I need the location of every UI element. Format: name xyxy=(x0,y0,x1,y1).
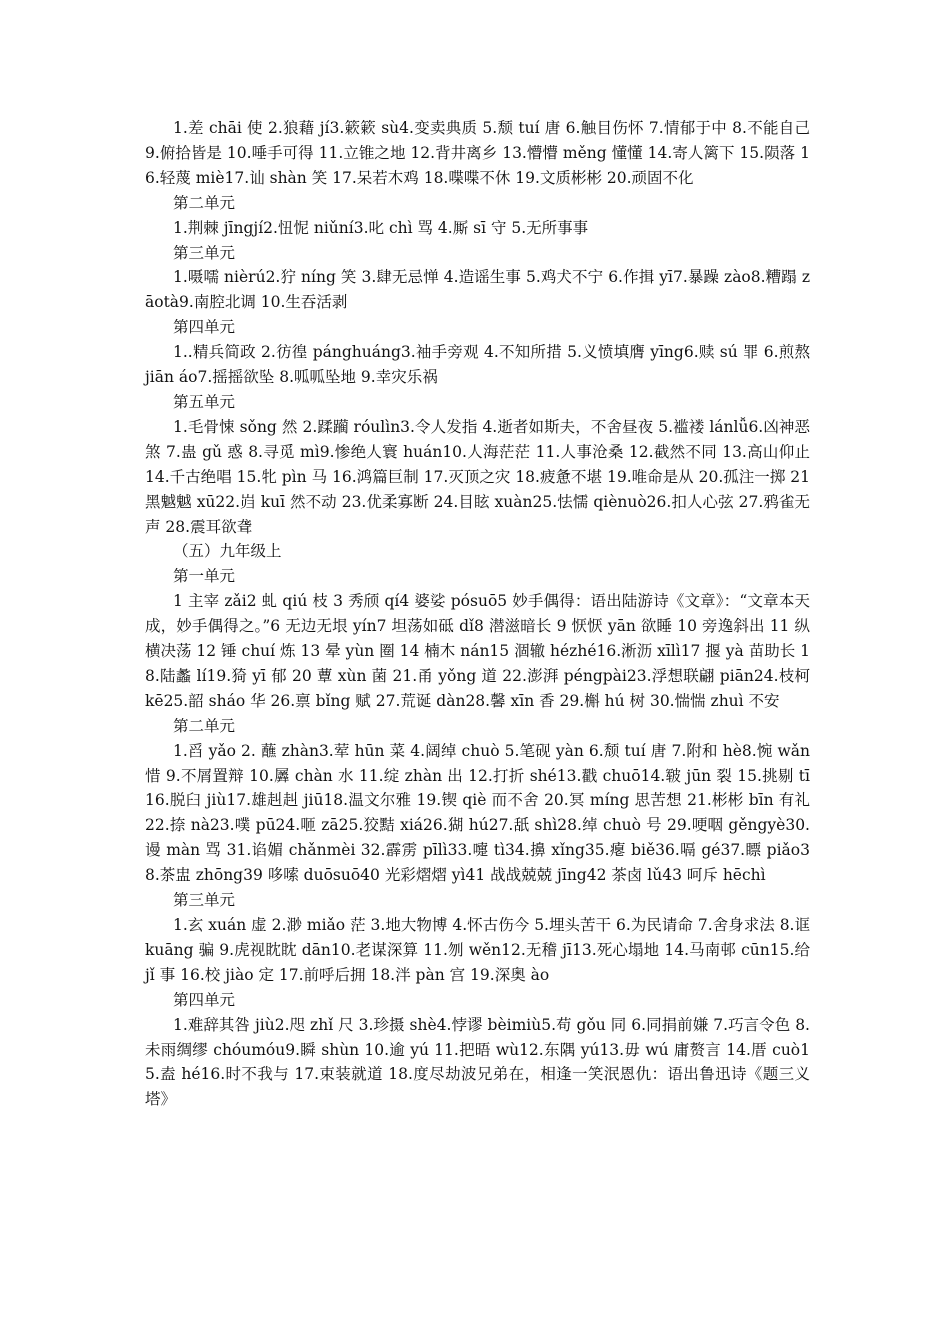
vocab-list-grade9-unit4: 1.难辞其咎 jiù2.咫 zhǐ 尺 3.珍摄 shè4.悖谬 bèimiù5.苟 gǒu 同 6.同捐前嫌 7.巧言令色 8.未雨绸缪 chóumóu9.瞬 shùn 10.逾 yú 11.把晤 wù12.东隅 yú13.毋 wú 庸赘言 14.厝 cuò15.盍 hé16.时不我与 17.束装就道 18.度尽劫波兄弟在，相逢一笑泯恩仇：语出鲁迅诗《题三义塔》 xyxy=(145,1015,810,1109)
vocab-list-unit1: 1.差 chāi 使 2.狼藉 jí3.簌簌 sù4.变卖典质 5.颓 tuí 唐 6.触目伤怀 7.情郁于中 8.不能自己 9.俯拾皆是 10.唾手可得 11.立锥之地 12.背井离乡 13.懵懵 měng 懂懂 14.寄人篱下 15.陨落 16.轻蔑 miè17.讪 shàn 笑 17.呆若木鸡 18.喋喋不休 19.文质彬彬 20.顽固不化 xyxy=(145,119,810,187)
vocab-list-grade9-unit1: 1 主宰 zǎi2 虬 qiú 枝 3 秀颀 qí4 婆娑 pósuō5 妙手偶得：语出陆游诗《文章》：“文章本天成，妙手偶得之。”6 无边无垠 yín7 坦荡如砥 dǐ8 潜滋暗长 9 恹恹 yān 欲睡 10 旁逸斜出 11 纵横决荡 12 锤 chuí 炼 13 晕 yùn 圈 14 楠木 nán15 涸辙 hézhé16.淅沥 xīlì17 揠 yà 苗助长 18.陆蠡 lí19.猗 yī 郁 20 蕈 xùn 菌 21.甬 yǒng 道 22.澎湃 péngpài23.浮想联翩 piān24.枝柯 kē25.韶 sháo 华 26.禀 bǐng 赋 27.荒诞 dàn28.馨 xīn 香 29.槲 hú 树 30.惴惴 zhuì 不安 xyxy=(145,592,810,710)
grade-heading: （五）九年级上 xyxy=(173,542,282,561)
unit-heading: 第四单元 xyxy=(173,318,236,337)
unit-heading: 第四单元 xyxy=(173,990,236,1009)
vocab-list-unit3: 1.嗫嚅 nièrú2.狞 níng 笑 3.肆无忌惮 4.造谣生事 5.鸡犬不宁 6.作揖 yī7.暴躁 zào8.糟蹋 zāotà9.南腔北调 10.生吞活剥 xyxy=(145,268,810,312)
vocab-list-grade9-unit2: 1.舀 yǎo 2. 蘸 zhàn3.荤 hūn 菜 4.阔绰 chuò 5.笔砚 yàn 6.颓 tuí 唐 7.附和 hè8.惋 wǎn 惜 9.不屑置辩 10.羼 chàn 水 11.绽 zhàn 出 12.打折 shé13.戳 chuō14.皲 jūn 裂 15.挑剔 tī16.脱臼 jiù17.雄赳赳 jiū18.温文尔雅 19.锲 qiè 而不舍 20.冥 míng 思苦想 21.彬彬 bīn 有礼 22.捺 nà23.噗 pū24.咂 zā25.狡黠 xiá26.猢 hú27.舐 shì28.绰 chuò 号 29.哽咽 gěngyè30.谩 màn 骂 31.谄媚 chǎnmèi 32.霹雳 pīlì33.嚏 tì34.擤 xǐng35.瘪 biě36.嗝 gé37.瞟 piǎo38.茶盅 zhōng39 哆嗦 duōsuō40 光彩熠熠 yì41 战战兢兢 jīng42 茶卤 lǔ43 呵斥 hēchì xyxy=(145,741,810,885)
vocab-list-unit5: 1.毛骨悚 sǒng 然 2.蹂躏 róulìn3.令人发指 4.逝者如斯夫，不舍昼夜 5.褴褛 lánlǚ6.凶神恶煞 7.蛊 gǔ 惑 8.寻觅 mì9.惨绝人寰 huán10.人海茫茫 11.人事沧桑 12.截然不同 13.高山仰止 14.千古绝唱 15.牝 pìn 马 16.鸿篇巨制 17.灭顶之灾 18.疲惫不堪 19.唯命是从 20.孤注一掷 21 黑魆魆 xū22.岿 kuī 然不动 23.优柔寡断 24.目眩 xuàn25.怯懦 qiènuò26.扣人心弦 27.鸦雀无声 28.震耳欲聋 xyxy=(145,417,810,536)
unit-heading: 第三单元 xyxy=(173,891,236,910)
vocab-list-grade9-unit3: 1.玄 xuán 虚 2.渺 miǎo 茫 3.地大物博 4.怀古伤今 5.埋头苦干 6.为民请命 7.舍身求法 8.诓 kuāng 骗 9.虎视眈眈 dān10.老谋深算 11.刎 wěn12.无稽 jī13.死心塌地 14.马南邨 cūn15.给 jǐ 事 16.校 jiào 定 17.前呼后拥 18.泮 pàn 宫 19.深奥 ào xyxy=(145,916,810,984)
unit-heading: 第五单元 xyxy=(173,392,236,411)
unit-heading: 第二单元 xyxy=(173,716,236,735)
unit-heading: 第一单元 xyxy=(173,567,236,586)
vocab-list-unit2: 1.荆棘 jīngjí2.忸怩 niǔní3.叱 chì 骂 4.厮 sī 守 5.无所事事 xyxy=(173,218,589,237)
vocab-list-unit4: 1..精兵简政 2.彷徨 pánghuáng3.袖手旁观 4.不知所措 5.义愤填膺 yīng6.赎 sú 罪 6.煎熬 jiān áo7.摇摇欲坠 8.呱呱坠地 9.幸灾乐祸 xyxy=(145,343,810,387)
document-body xyxy=(145,116,810,1112)
unit-heading: 第二单元 xyxy=(173,193,236,212)
unit-heading: 第三单元 xyxy=(173,243,236,262)
